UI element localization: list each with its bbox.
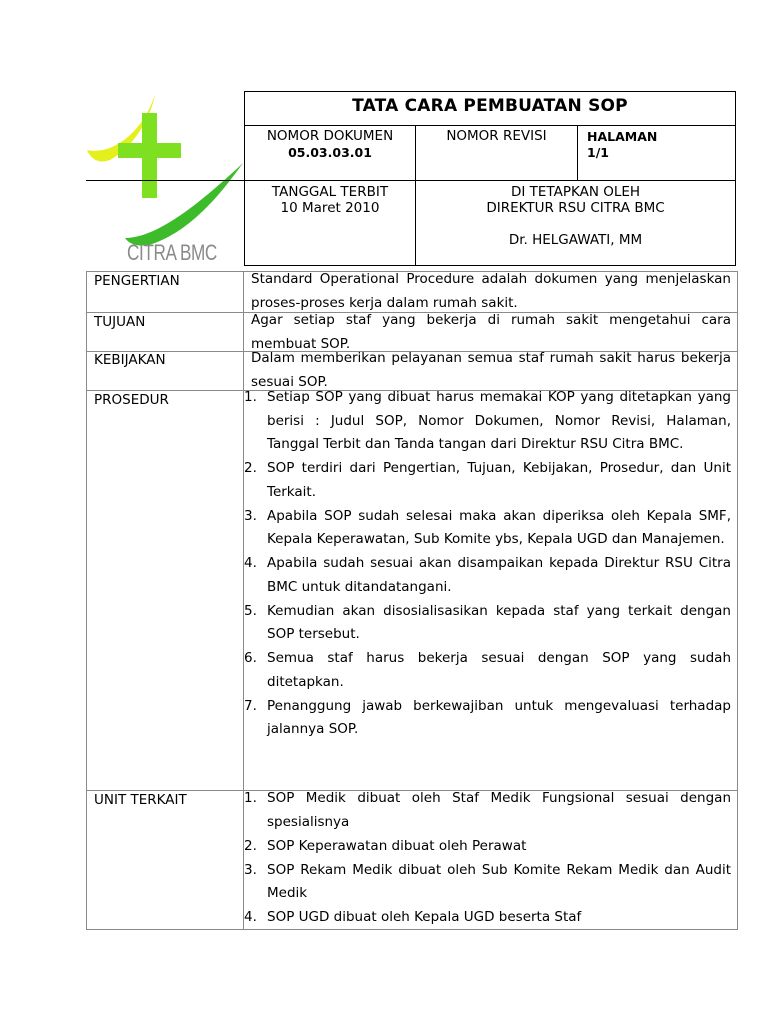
unit-terkait-label: UNIT TERKAIT — [94, 792, 187, 808]
prosedur-item: 7. Penanggung jawab berkewajiban untuk mengevaluasi terhadap jalannya SOP. — [244, 697, 731, 737]
pengertian-label: PENGERTIAN — [94, 273, 180, 289]
citra-bmc-logo — [85, 88, 245, 268]
unit-terkait-item: 4. SOP UGD dibuat oleh Kepala UGD beserta Staf — [244, 909, 582, 925]
prosedur-label: PROSEDUR — [94, 392, 169, 408]
ditetapkan-oleh-label: DI TETAPKAN OLEH — [510, 184, 641, 200]
ditetapkan-direktur-label: DIREKTUR RSU CITRA BMC — [486, 200, 665, 216]
unit-terkait-list — [244, 787, 731, 930]
prosedur-item: 3. Apabila SOP sudah selesai maka akan diperiksa oleh Kepala SMF, Kepala Keperawatan, Sub Komite ybs, Kepala UGD dan Manajemen. — [244, 507, 731, 547]
kebijakan-text: Dalam memberikan pelayanan semua staf rumah sakit harus bekerja sesuai SOP. — [251, 350, 731, 390]
prosedur-item: 1. Setiap SOP yang dibuat harus memakai KOP yang ditetapkan yang berisi : Judul SOP, Nomor Dokumen, Nomor Revisi, Halaman, Tanggal Terbit dan Tanda tangan dari Direktur RSU Citra BMC. — [244, 389, 731, 452]
tujuan-text: Agar setiap staf yang bekerja di rumah sakit mengetahui cara membuat SOP. — [251, 312, 731, 352]
nomor-revisi-label: NOMOR REVISI — [446, 128, 547, 144]
halaman-label: HALAMAN — [587, 129, 658, 144]
prosedur-item: 4. Apabila sudah sesuai akan disampaikan kepada Direktur RSU Citra BMC untuk ditandatangani. — [244, 555, 731, 595]
unit-terkait-item: 1. SOP Medik dibuat oleh Staf Medik Fungsional sesuai dengan spesialisnya — [244, 790, 731, 830]
prosedur-item: 2. SOP terdiri dari Pengertian, Tujuan, Kebijakan, Prosedur, dan Unit Terkait. — [244, 460, 731, 500]
nomor-dokumen-value: 05.03.03.01 — [288, 145, 372, 160]
prosedur-list — [244, 386, 731, 742]
document-title: TATA CARA PEMBUATAN SOP — [352, 96, 628, 116]
tanggal-terbit-value: 10 Maret 2010 — [280, 200, 380, 216]
kebijakan-label: KEBIJAKAN — [94, 352, 166, 368]
prosedur-item: 6. Semua staf harus bekerja sesuai dengan SOP yang sudah ditetapkan. — [244, 650, 731, 690]
pengertian-text: Standard Operational Procedure adalah dokumen yang menjelaskan proses-proses kerja dalam rumah sakit. — [251, 271, 731, 311]
halaman-value: 1/1 — [587, 145, 609, 160]
tanggal-terbit-label: TANGGAL TERBIT — [271, 184, 389, 200]
unit-terkait-item: 3. SOP Rekam Medik dibuat oleh Sub Komite Rekam Medik dan Audit Medik — [244, 861, 731, 901]
prosedur-item: 5. Kemudian akan disosialisasikan kepada staf yang terkait dengan SOP tersebut. — [244, 602, 731, 642]
nomor-dokumen-label: NOMOR DOKUMEN — [266, 128, 394, 144]
logo-text: CITRA BMC — [127, 240, 217, 265]
tujuan-label: TUJUAN — [94, 314, 146, 330]
ditetapkan-name: Dr. HELGAWATI, MM — [508, 232, 643, 248]
unit-terkait-item: 2. SOP Keperawatan dibuat oleh Perawat — [244, 837, 527, 854]
